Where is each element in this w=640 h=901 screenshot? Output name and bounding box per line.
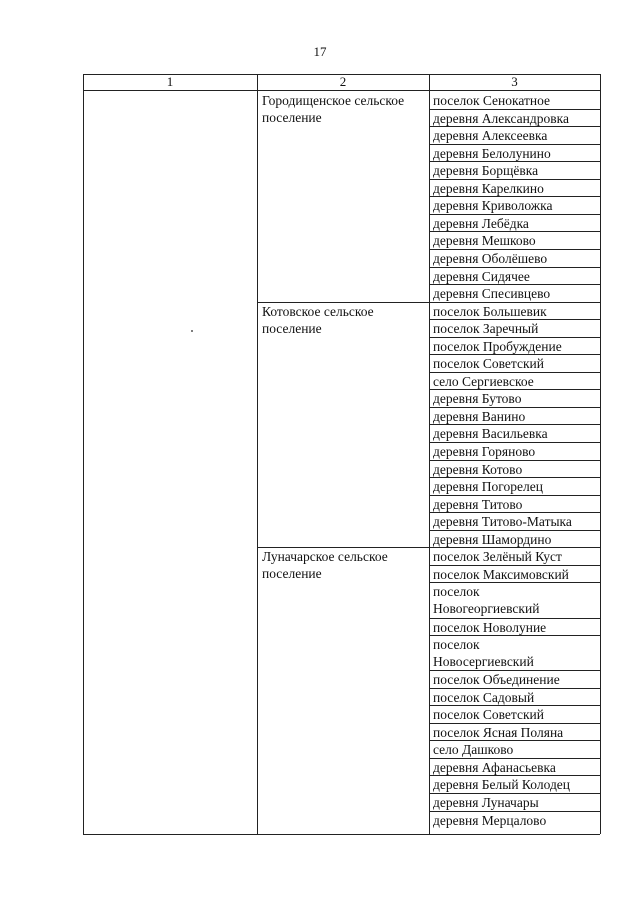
district-name: Луначарское сельское поселение [262, 549, 388, 582]
settlement-name: поселок Заречный [433, 321, 539, 337]
settlement-name: деревня Титово [433, 496, 523, 512]
settlement-name: деревня Карелкино [433, 180, 544, 196]
district-name: Котовское сельское поселение [262, 303, 374, 336]
settlement-name: деревня Оболёшево [433, 250, 548, 266]
settlement-name: поселок Зелёный Куст [433, 549, 562, 565]
table-column-border [83, 74, 84, 834]
settlement-name: деревня Алексеевка [433, 128, 548, 144]
settlement-name: поселок Максимовский [433, 566, 569, 582]
settlements-table [83, 74, 600, 834]
settlement-name: деревня Бутово [433, 391, 522, 407]
settlement-name: деревня Лебёдка [433, 215, 529, 231]
settlement-name: поселок Советский [433, 356, 544, 372]
settlement-name: деревня Васильевка [433, 426, 548, 442]
settlement-name: поселок Советский [433, 707, 544, 723]
settlement-name: поселок Сенокатное [433, 93, 551, 108]
settlement-name: деревня Шамордино [433, 531, 552, 547]
table-column-border [600, 74, 601, 834]
table-header-border [83, 90, 600, 91]
settlement-name: деревня Сидячее [433, 268, 530, 284]
settlement-name: деревня Мерцалово [433, 812, 547, 828]
settlement-name: деревня Котово [433, 461, 523, 477]
table-column-border [257, 74, 258, 834]
settlement-name: деревня Борщёвка [433, 163, 539, 179]
settlement-name: поселок Новолуние [433, 619, 547, 635]
settlement-name: поселок Объединение [433, 672, 560, 688]
settlement-name: поселок Новогеоргиевский [433, 584, 540, 617]
settlement-name: деревня Спесивцево [433, 286, 551, 302]
settlement-name: деревня Ванино [433, 408, 526, 424]
settlement-name: деревня Погорелец [433, 479, 543, 495]
table-column-border [429, 74, 430, 834]
settlement-name: деревня Луначары [433, 795, 539, 810]
settlement-name: село Сергиевское [433, 373, 534, 389]
table-header-cell: 1 [166, 74, 174, 89]
settlement-name: деревня Мешково [433, 233, 536, 249]
settlement-name: поселок Пробуждение [433, 338, 562, 354]
table-header-cell: 3 [511, 74, 518, 89]
settlement-name: деревня Титово-Матыка [433, 514, 572, 530]
settlement-name: поселок Большевик [433, 303, 547, 319]
district-name: Городищенское сельское поселение [262, 93, 405, 125]
settlement-name: поселок Ясная Поляна [433, 724, 564, 740]
scan-dot [191, 330, 193, 332]
settlement-name: поселок Новосергиевский [433, 637, 534, 670]
settlement-name: село Дашково [433, 742, 514, 758]
settlement-name: деревня Белый Колодец [433, 777, 571, 793]
settlement-name: деревня Криволожка [433, 198, 553, 214]
table-bottom-border [83, 834, 600, 835]
table-header-cell: 2 [339, 74, 347, 89]
page-number: 17 [313, 44, 327, 59]
settlement-name: деревня Белолунино [433, 145, 551, 161]
settlement-name: деревня Александровка [433, 110, 569, 126]
settlement-name: деревня Афанасьевка [433, 759, 556, 775]
settlement-name: поселок Садовый [433, 689, 535, 705]
settlement-name: деревня Горяново [433, 444, 536, 459]
